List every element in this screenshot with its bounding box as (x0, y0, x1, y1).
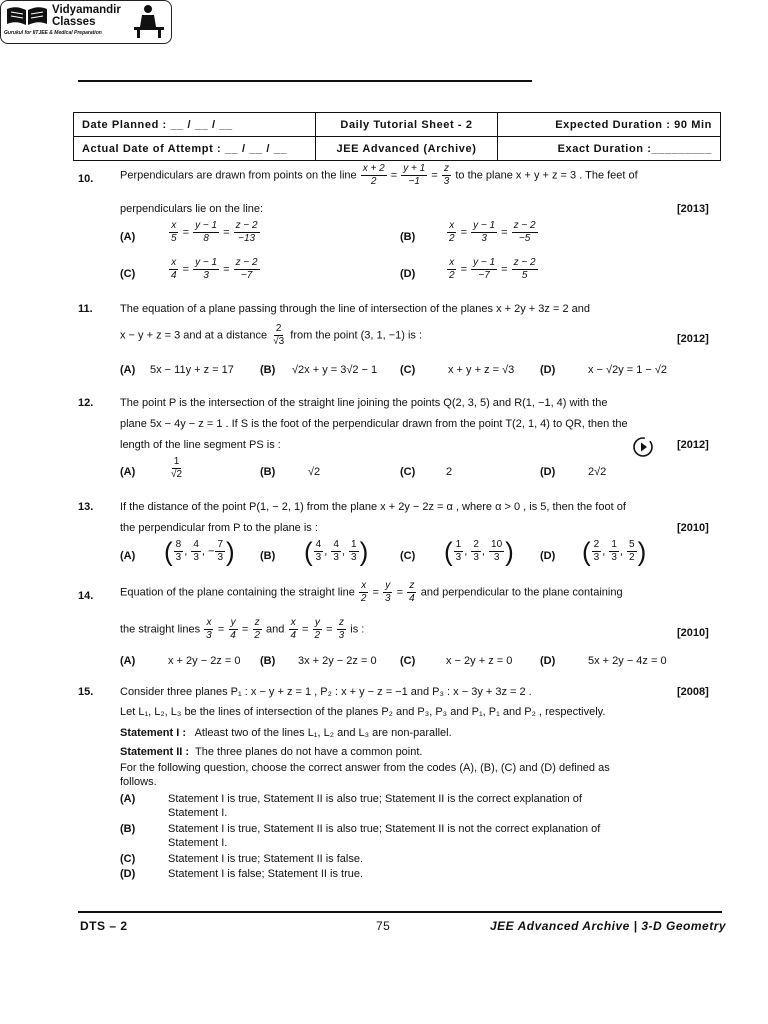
q12-option-c-label: (C) (400, 466, 416, 478)
logo-title-line1: Vidyamandir (52, 4, 121, 16)
q15-statement-1: Statement I : Atleast two of the lines L₁, L₂ and L₃ are non-parallel. (120, 727, 452, 739)
q14-line2: the straight lines $\frac{x}{3}$ = $\frac{y}{4}$ = $\frac{z}{2}$ and $\frac{x}{4}$ = $\frac{y}{2}$ = $\frac{z}{3}$ is : (120, 617, 365, 641)
q15-option-a-line2: Statement I. (168, 807, 228, 819)
q12-number: 12. (78, 397, 94, 409)
q14-line1: Equation of the plane containing the straight line $\frac{x}{2}$ = $\frac{y}{3}$ = $\frac{z}{4}$ and perpendicular to the plane containing (120, 580, 623, 604)
footer-rule (78, 911, 722, 913)
q13-line2: the perpendicular from P to the plane is : (120, 522, 318, 534)
q14-option-c-label: (C) (400, 655, 416, 667)
vidyamandir-logo (0, 0, 172, 44)
q15-line2: Let L₁, L₂, L₃ be the lines of intersection of the planes P₂ and P₃, P₃ and P₁, P₁ and P₂ , respectively. (120, 706, 606, 718)
q13-option-b: ( $\frac{4}{3}$ , $\frac{4}{3}$ , $\frac{1}{3}$ ) (304, 536, 369, 567)
q15-option-b-line2: Statement I. (168, 837, 228, 849)
q11-option-d-label: (D) (540, 364, 556, 376)
q12-line3: length of the line segment PS is : (120, 439, 281, 451)
q11-number: 11. (78, 303, 93, 315)
q11-option-d: x − √2y = 1 − √2 (588, 364, 668, 376)
logo-title-line2: Classes (52, 16, 96, 28)
q10-option-c-label: (C) (120, 268, 136, 280)
q14-year: [2010] (677, 627, 709, 639)
q12-line2: plane 5x − 4y − z = 1 . If S is the foot of the perpendicular drawn from the point T(2, 1, 4) to QR, then the (120, 418, 628, 430)
q14-option-b-label: (B) (260, 655, 276, 667)
actual-date: Actual Date of Attempt : __ / __ / __ (74, 137, 316, 161)
q13-option-c-label: (C) (400, 550, 416, 562)
footer-sheet-code: DTS – 2 (80, 919, 128, 933)
q14-option-b: 3x + 2y − 2z = 0 (298, 655, 377, 667)
q10-option-c: $\frac{x}{4}$ = $\frac{y - 1}{3}$ = $\frac{z - 2}{-7}$ (171, 257, 258, 281)
q10-year: [2013] (677, 203, 709, 215)
play-video-icon[interactable] (632, 436, 654, 458)
q10-line1: Perpendiculars are drawn from points on the line $\frac{x + 2}{2}$ = $\frac{y + 1}{-1}$ = $\frac{z}{3}$ to the plane x + y + z = 3 . The feet of (120, 163, 638, 187)
q10-option-a: $\frac{x}{5}$ = $\frac{y - 1}{8}$ = $\frac{z - 2}{-13}$ (171, 220, 258, 244)
q13-option-c: ( $\frac{1}{3}$ , $\frac{2}{3}$ , $\frac{10}{3}$ ) (444, 536, 514, 567)
q15-line1: Consider three planes P₁ : x − y + z = 1 , P₂ : x + y − z = −1 and P₃ : x − 3y + 3z = 2 . (120, 686, 532, 698)
q13-option-b-label: (B) (260, 550, 276, 562)
q11-year: [2012] (677, 333, 709, 345)
q10-option-d: $\frac{x}{2}$ = $\frac{y - 1}{-7}$ = $\frac{z - 2}{5}$ (449, 257, 536, 281)
logo-tagline: Gurukul for IITJEE & Medical Preparation (4, 30, 102, 36)
q14-option-c: x − 2y + z = 0 (446, 655, 513, 667)
q10-option-b-label: (B) (400, 231, 416, 243)
q11-option-c: x + y + z = √3 (448, 364, 515, 376)
q11-line1: The equation of a plane passing through the line of intersection of the planes x + 2y + 3z = 2 and (120, 303, 590, 315)
exact-duration: Exact Duration :_________ (498, 137, 721, 161)
sheet-title: Daily Tutorial Sheet - 2 (316, 113, 498, 137)
footer-page-number: 75 (376, 919, 391, 933)
q14-option-a: x + 2y − 2z = 0 (168, 655, 241, 667)
date-planned: Date Planned : __ / __ / __ (74, 113, 316, 137)
q15-number: 15. (78, 686, 94, 698)
q12-option-b-label: (B) (260, 466, 276, 478)
archive-label: JEE Advanced (Archive) (316, 137, 498, 161)
q12-option-a: $\frac{1}{√2}$ (171, 456, 183, 480)
q12-option-b: √2 (308, 466, 321, 478)
sheet-info-table (73, 112, 721, 161)
q15-option-c: Statement I is true; Statement II is false. (168, 853, 364, 865)
q14-option-a-label: (A) (120, 655, 136, 667)
book-icon (5, 5, 49, 27)
q12-option-d: 2√2 (588, 466, 607, 478)
q12-year: [2012] (677, 439, 709, 451)
q10-option-d-label: (D) (400, 268, 416, 280)
q12-option-a-label: (A) (120, 466, 136, 478)
q11-option-a: 5x − 11y + z = 17 (150, 364, 234, 376)
q13-option-a: ( $\frac{8}{3}$ , $\frac{4}{3}$ , − $\frac{7}{3}$ ) (164, 536, 235, 567)
q13-option-a-label: (A) (120, 550, 136, 562)
student-icon (132, 3, 166, 39)
q13-number: 13. (78, 501, 94, 513)
footer-book-title: JEE Advanced Archive | 3-D Geometry (490, 919, 727, 933)
q10-number: 10. (78, 173, 94, 185)
q15-statement-2: Statement II : The three planes do not have a common point. (120, 746, 423, 758)
q11-option-b: √2x + y = 3√2 − 1 (292, 364, 378, 376)
q15-option-d: Statement I is false; Statement II is true. (168, 868, 364, 880)
q15-option-d-label: (D) (120, 868, 136, 880)
q15-option-a-label: (A) (120, 793, 136, 805)
q15-year: [2008] (677, 686, 709, 698)
q15-option-a-line1: Statement I is true, Statement II is also true; Statement II is the correct explanation of (168, 793, 582, 805)
q12-option-c: 2 (446, 466, 453, 478)
q13-line1: If the distance of the point P(1, − 2, 1) from the plane x + 2y − 2z = α , where α > 0 , is 5, then the foot of (120, 501, 626, 513)
q12-line1: The point P is the intersection of the straight line joining the points Q(2, 3, 5) and R(1, −1, 4) with the (120, 397, 608, 409)
q10-option-a-label: (A) (120, 231, 136, 243)
q12-option-d-label: (D) (540, 466, 556, 478)
q13-option-d-label: (D) (540, 550, 556, 562)
q14-number: 14. (78, 590, 94, 602)
q10-option-b: $\frac{x}{2}$ = $\frac{y - 1}{3}$ = $\frac{z - 2}{-5}$ (449, 220, 536, 244)
q15-instructions-line2: follows. (120, 776, 157, 788)
q14-option-d-label: (D) (540, 655, 556, 667)
expected-duration: Expected Duration : 90 Min (498, 113, 721, 137)
q11-option-c-label: (C) (400, 364, 416, 376)
q11-option-a-label: (A) (120, 364, 136, 376)
q14-option-d: 5x + 2y − 4z = 0 (588, 655, 667, 667)
q11-option-b-label: (B) (260, 364, 276, 376)
top-rule (78, 80, 532, 82)
q15-option-b-line1: Statement I is true, Statement II is also true; Statement II is not the correct explanation of (168, 823, 601, 835)
q13-option-d: ( $\frac{2}{3}$ , $\frac{1}{3}$ , $\frac{5}{2}$ ) (582, 536, 647, 567)
q15-instructions-line1: For the following question, choose the correct answer from the codes (A), (B), (C) and (D) defined as (120, 762, 610, 774)
q11-line2: x − y + z = 3 and at a distance $\frac{2}{√3}$ from the point (3, 1, −1) is : (120, 323, 423, 347)
q15-option-c-label: (C) (120, 853, 136, 865)
q15-option-b-label: (B) (120, 823, 136, 835)
q13-year: [2010] (677, 522, 709, 534)
q10-line2: perpendiculars lie on the line: (120, 203, 264, 215)
